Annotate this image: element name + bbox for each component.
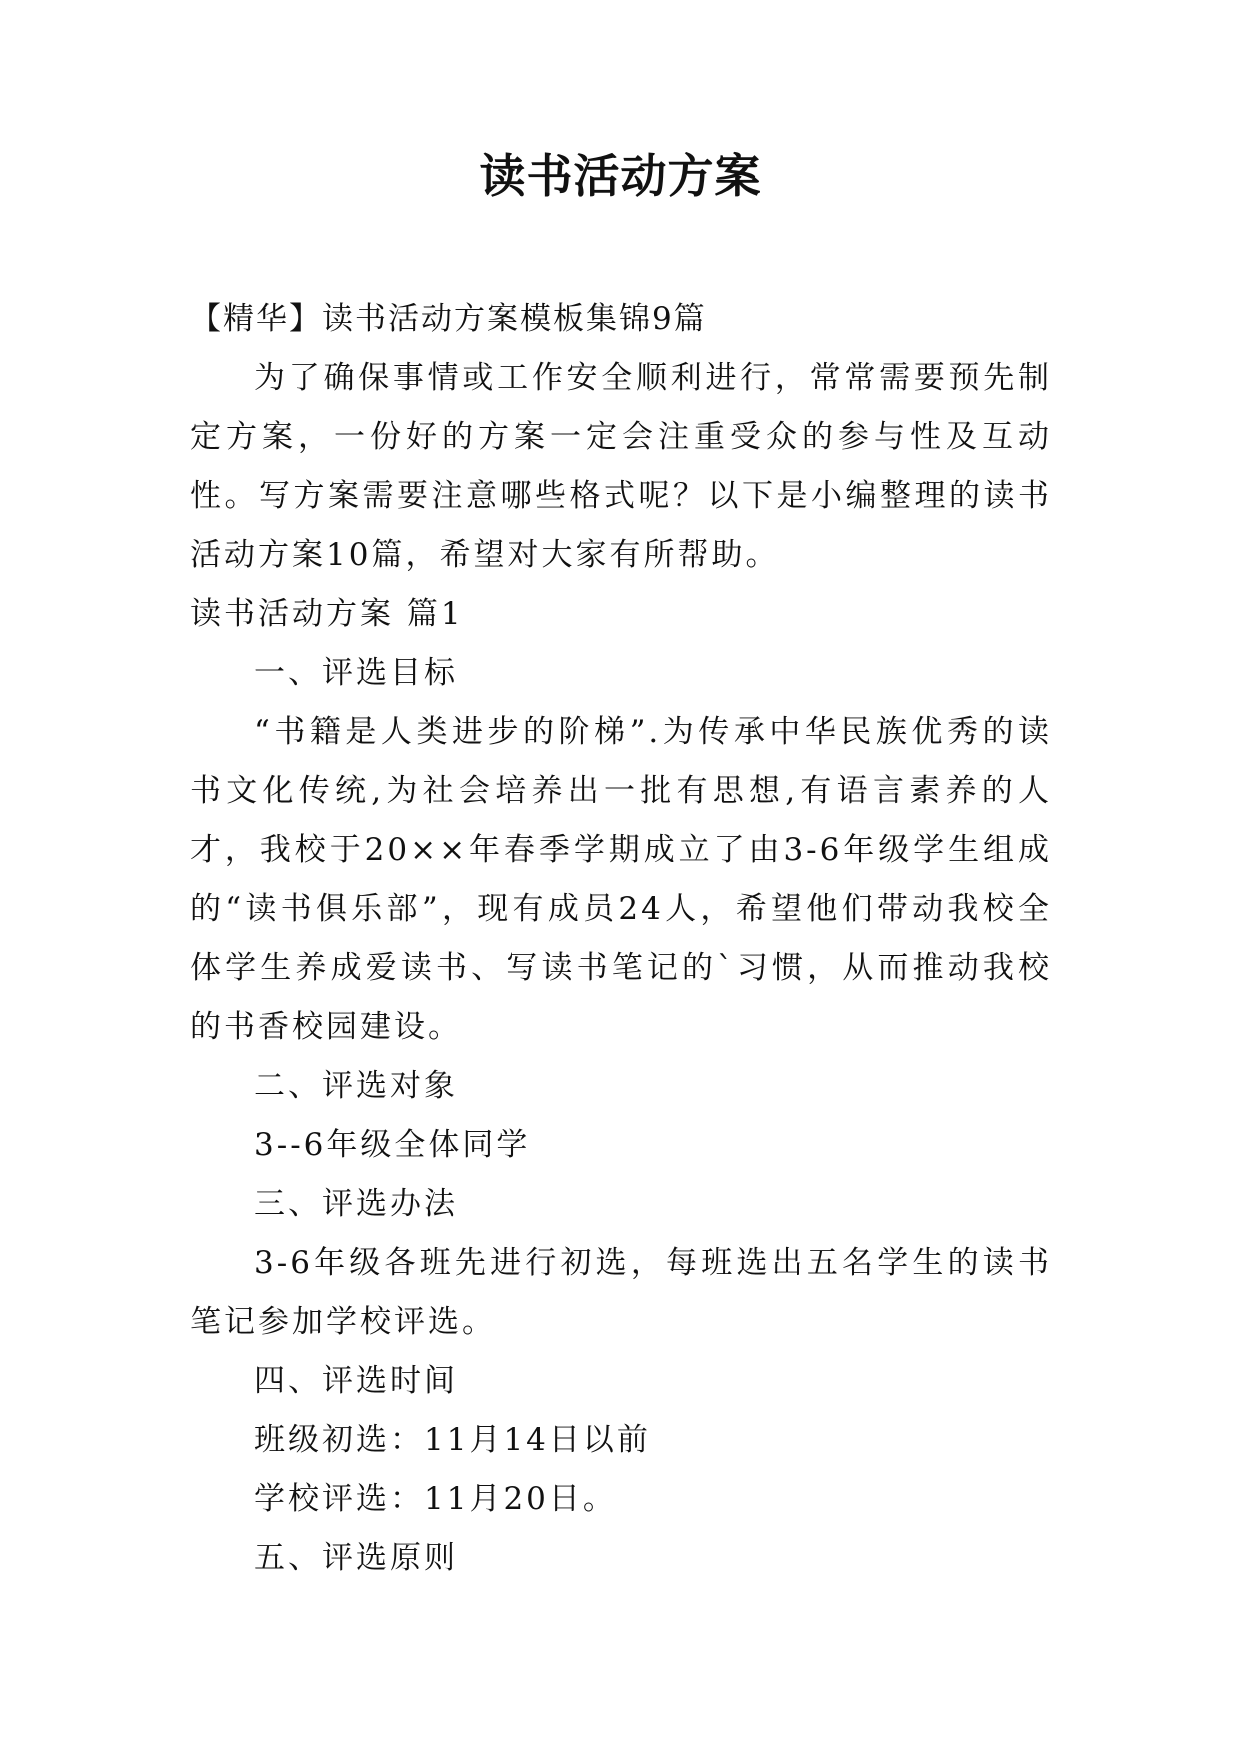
intro-paragraph: 为了确保事情或工作安全顺利进行，常常需要预先制定方案，一份好的方案一定会注重受众的参与性及互动性。写方案需要注意哪些格式呢？以下是小编整理的读书活动方案10篇，希望对大家有所帮助。 (190, 360, 1052, 573)
section-heading: 读书活动方案 篇1 (190, 596, 464, 632)
body-paragraph: 学校评选：11月20日。 (254, 1481, 617, 1517)
document-body (190, 290, 1052, 1588)
body-paragraph: 3-6年级各班先进行初选，每班选出五名学生的读书笔记参加学校评选。 (190, 1245, 1052, 1340)
item-heading: 四、评选时间 (254, 1363, 458, 1399)
document-subtitle: 【精华】读书活动方案模板集锦9篇 (190, 301, 707, 337)
body-paragraph: 3--6年级全体同学 (254, 1127, 531, 1163)
item-heading: 一、评选目标 (254, 655, 458, 691)
item-heading: 二、评选对象 (254, 1068, 458, 1104)
body-paragraph: 班级初选：11月14日以前 (254, 1422, 651, 1458)
document-title: 读书活动方案 (479, 149, 762, 203)
item-heading: 三、评选办法 (254, 1186, 458, 1222)
body-paragraph: “书籍是人类进步的阶梯”.为传承中华民族优秀的读书文化传统,为社会培养出一批有思想,有语言素养的人才，我校于20××年春季学期成立了由3-6年级学生组成的“读书俱乐部”，现有成员24人，希望他们带动我校全体学生养成爱读书、写读书笔记的`习惯，从而推动我校的书香校园建设。 (190, 714, 1052, 1045)
item-heading: 五、评选原则 (254, 1540, 458, 1576)
